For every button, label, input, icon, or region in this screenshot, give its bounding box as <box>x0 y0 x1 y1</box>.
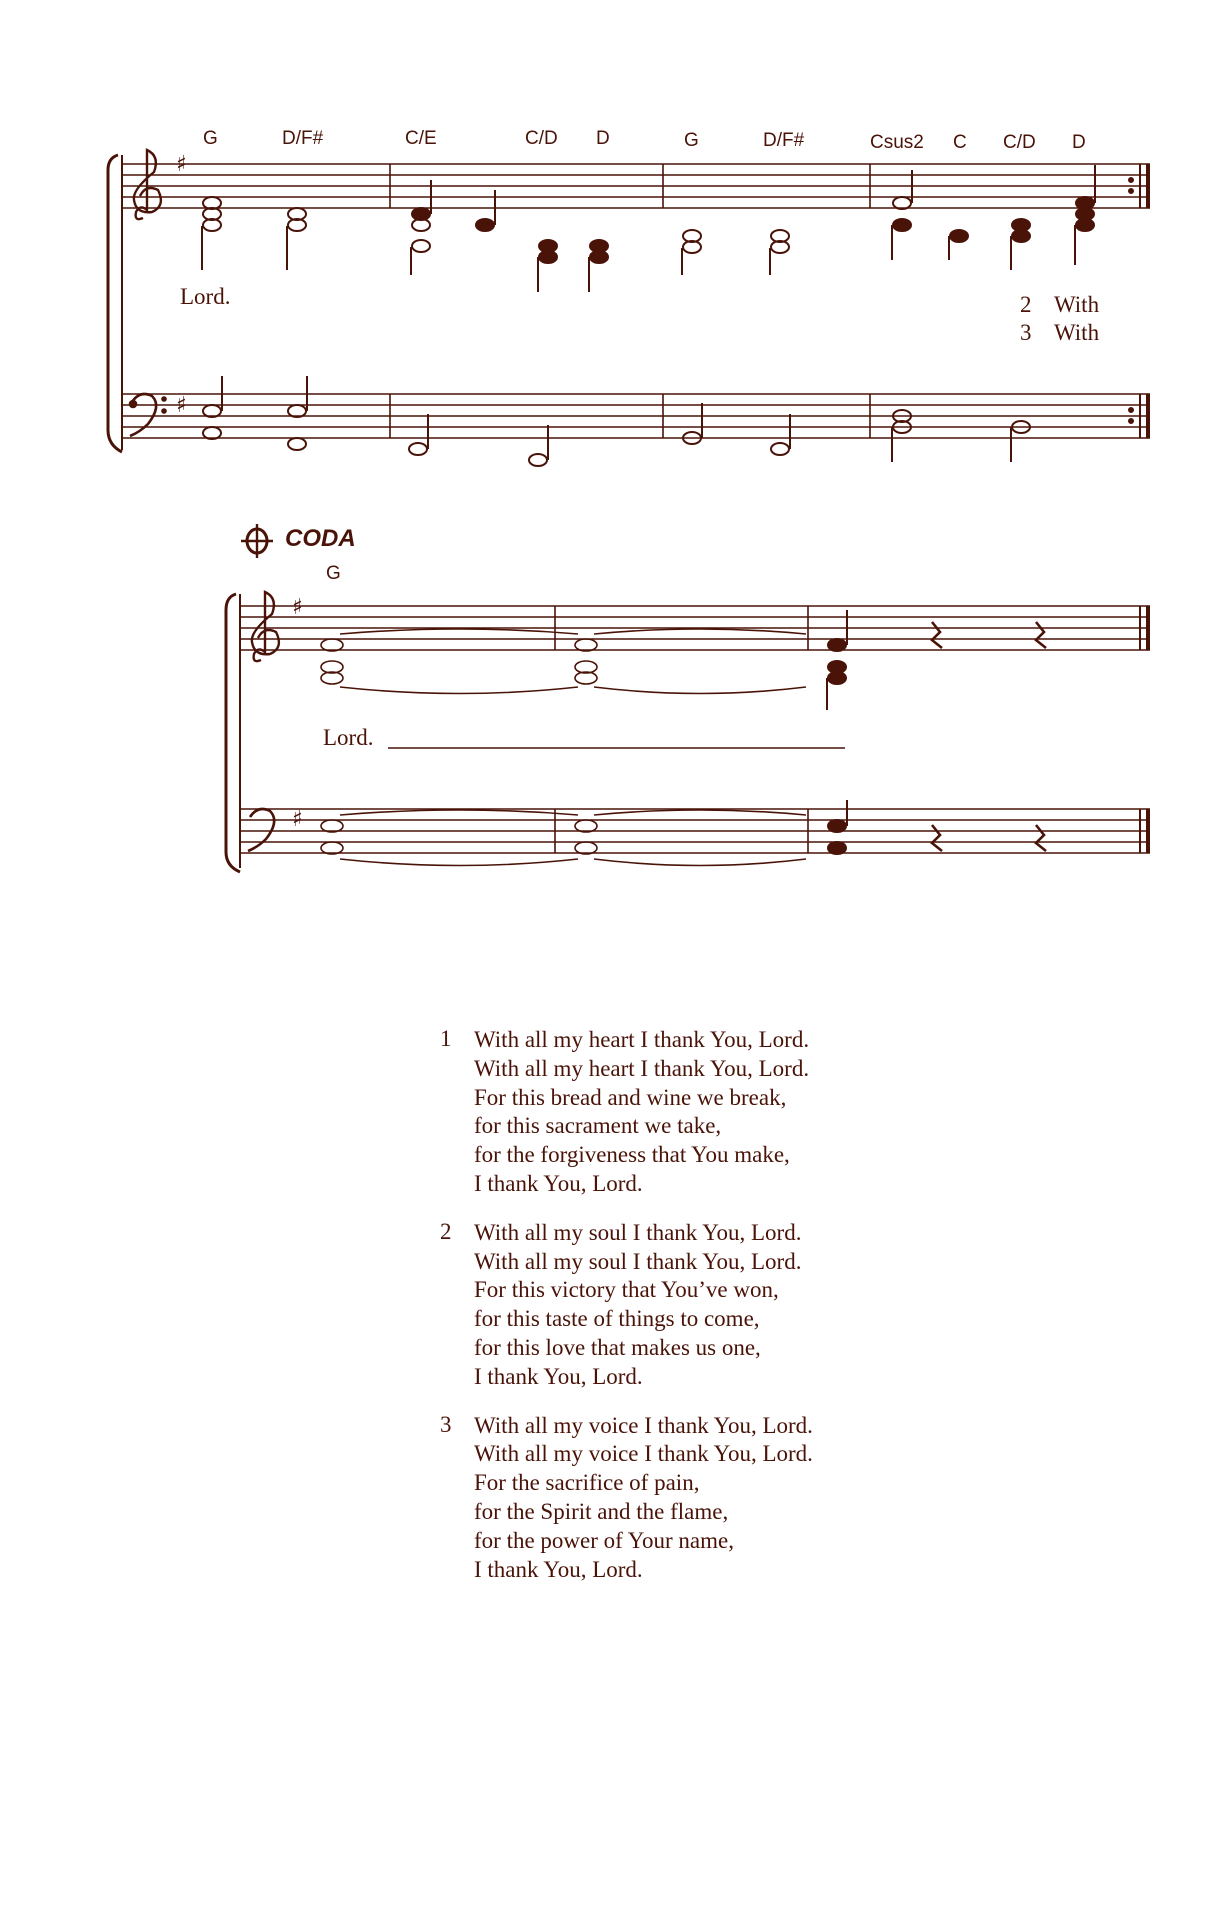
verse-line: for this taste of things to come, <box>474 1306 760 1332</box>
verse-line: for the forgiveness that You make, <box>474 1142 790 1168</box>
chord-symbol: G <box>203 128 218 149</box>
verse-line: With all my heart I thank You, Lord. <box>474 1027 810 1052</box>
chord-symbol: D <box>596 128 610 149</box>
svg-text:♯: ♯ <box>292 807 303 832</box>
verse <box>440 1412 813 1585</box>
svg-text:♯: ♯ <box>176 152 187 177</box>
verse-number: 2 <box>440 1218 452 1244</box>
chord-symbol: C/D <box>525 128 558 149</box>
verse-line: For this bread and wine we break, <box>474 1084 787 1110</box>
chord-symbol: C/D <box>1003 132 1036 153</box>
verse-number: 1 <box>440 1026 452 1051</box>
verse-cue-word: With <box>1054 292 1100 317</box>
verse-line: With all my soul I thank You, Lord. <box>474 1248 802 1274</box>
verse-line: I thank You, Lord. <box>474 1363 643 1389</box>
verse-line: With all my voice I thank You, Lord. <box>474 1441 813 1467</box>
verse-cue-word: With <box>1054 320 1100 345</box>
svg-text:♯: ♯ <box>176 393 187 418</box>
verse-number: 3 <box>440 1411 452 1437</box>
verse-line: for this sacrament we take, <box>474 1113 722 1139</box>
coda-sign-icon <box>241 524 273 558</box>
coda-lyric: Lord. <box>323 725 374 750</box>
chord-symbol: D/F# <box>763 130 805 151</box>
verse-line: for this love that makes us one, <box>474 1334 761 1360</box>
verse-line: For the sacrifice of pain, <box>474 1470 700 1496</box>
music-score <box>0 0 1226 900</box>
chord-symbol: D <box>1072 132 1086 153</box>
chord-symbol: G <box>684 130 699 151</box>
verse-cue-number: 3 <box>1020 320 1032 345</box>
verse-line: For this victory that You’ve won, <box>474 1277 779 1303</box>
verse <box>440 1026 813 1199</box>
coda-label: CODA <box>285 525 356 552</box>
verse-line: With all my voice I thank You, Lord. <box>474 1412 813 1438</box>
chord-symbol: D/F# <box>282 128 324 149</box>
verse-line: for the power of Your name, <box>474 1527 734 1553</box>
chord-symbol: Csus2 <box>870 132 924 153</box>
verse-line: With all my soul I thank You, Lord. <box>474 1219 802 1245</box>
verse-line: I thank You, Lord. <box>474 1170 643 1196</box>
verse-line: With all my heart I thank You, Lord. <box>474 1055 810 1081</box>
system1-lyric: Lord. <box>180 284 231 309</box>
chord-symbol: C <box>953 132 967 153</box>
verse-cue-number: 2 <box>1020 292 1032 317</box>
verse-list <box>440 1026 813 1604</box>
verse <box>440 1219 813 1392</box>
coda-chord-symbol: G <box>326 563 341 584</box>
verse-line: for the Spirit and the flame, <box>474 1498 729 1524</box>
chord-symbol: C/E <box>405 128 437 149</box>
verse-line: I thank You, Lord. <box>474 1556 643 1582</box>
svg-text:♯: ♯ <box>292 595 303 620</box>
